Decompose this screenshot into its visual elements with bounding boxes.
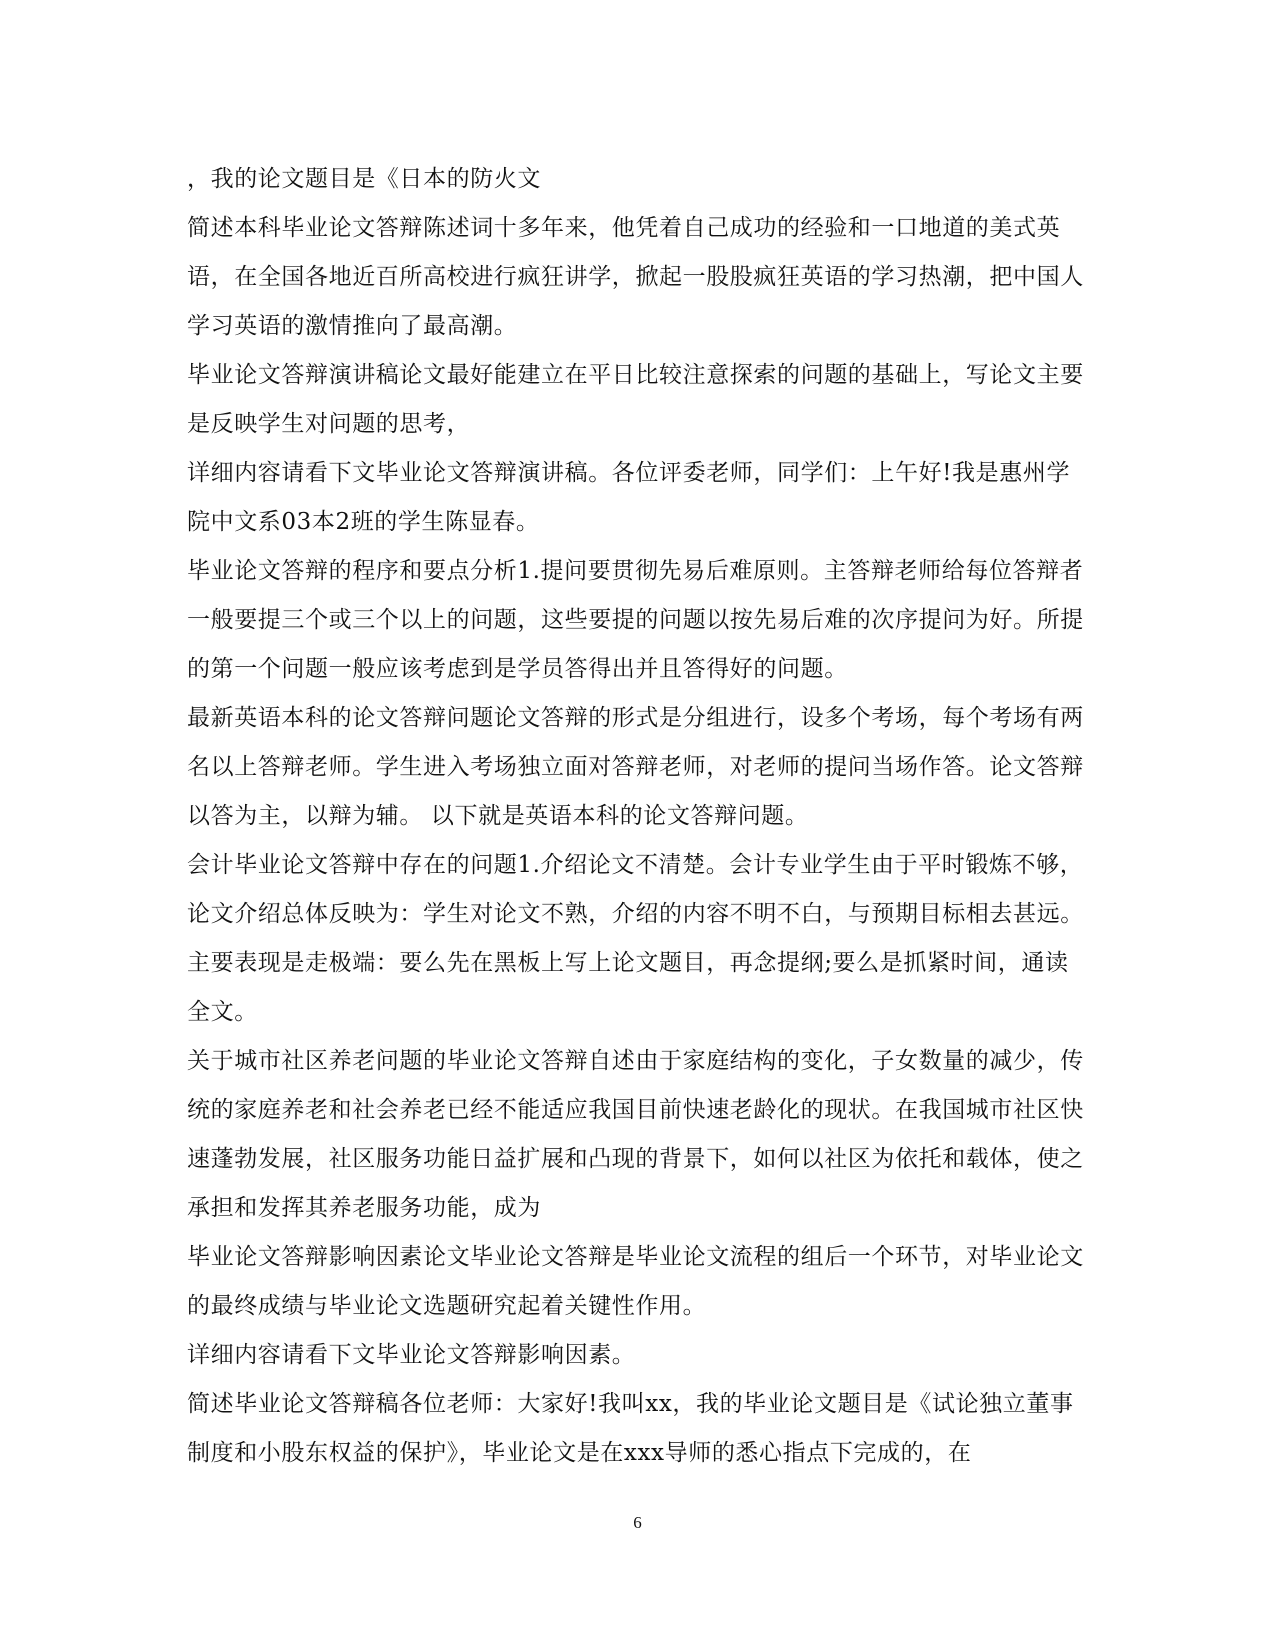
paragraph-10: 详细内容请看下文毕业论文答辩影响因素。	[187, 1342, 636, 1368]
paragraph-8: 关于城市社区养老问题的毕业论文答辩自述由于家庭结构的变化，子女数量的减少，传统的家庭养老和社会养老已经不能适应我国目前快速老龄化的现状。在我国城市社区快速蓬勃发展，社区服务功能日益扩展和凸现的背景下，如何以社区为依托和载体，使之承担和发挥其养老服务功能，成为	[187, 1048, 1084, 1221]
paragraph-7: 会计毕业论文答辩中存在的问题1.介绍论文不清楚。会计专业学生由于平时锻炼不够，论文介绍总体反映为：学生对论文不熟，介绍的内容不明不白，与预期目标相去甚远。主要表现是走极端：要么先在黑板上写上论文题目，再念提纲;要么是抓紧时间，通读全文。	[187, 852, 1084, 1025]
paragraph-5: 毕业论文答辩的程序和要点分析1.提问要贯彻先易后难原则。主答辩老师给每位答辩者一般要提三个或三个以上的问题，这些要提的问题以按先易后难的次序提问为好。所提的第一个问题一般应该考虑到是学员答得出并且答得好的问题。	[187, 558, 1084, 682]
page-number: 6	[633, 1513, 642, 1532]
paragraph-6: 最新英语本科的论文答辩问题论文答辩的形式是分组进行，设多个考场，每个考场有两名以上答辩老师。学生进入考场独立面对答辩老师，对老师的提问当场作答。论文答辩以答为主，以辩为辅。 以下就是英语本科的论文答辩问题。	[187, 705, 1084, 829]
paragraph-9: 毕业论文答辩影响因素论文毕业论文答辩是毕业论文流程的组后一个环节，对毕业论文的最终成绩与毕业论文选题研究起着关键性作用。	[187, 1244, 1084, 1319]
paragraph-4: 详细内容请看下文毕业论文答辩演讲稿。各位评委老师，同学们：上午好!我是惠州学院中文系03本2班的学生陈显春。	[187, 460, 1071, 535]
paragraph-11: 简述毕业论文答辩稿各位老师：大家好!我叫xx，我的毕业论文题目是《试论独立董事制度和小股东权益的保护》，毕业论文是在xxx导师的悉心指点下完成的，在	[187, 1391, 1074, 1466]
paragraph-1: ，我的论文题目是《日本的防火文	[187, 166, 541, 192]
paragraph-3: 毕业论文答辩演讲稿论文最好能建立在平日比较注意探索的问题的基础上，写论文主要是反映学生对问题的思考，	[187, 362, 1084, 437]
document-body	[187, 155, 1087, 1478]
paragraph-2: 简述本科毕业论文答辩陈述词十多年来，他凭着自己成功的经验和一口地道的美式英语，在全国各地近百所高校进行疯狂讲学，掀起一股股疯狂英语的学习热潮，把中国人学习英语的激情推向了最高潮。	[187, 215, 1084, 339]
